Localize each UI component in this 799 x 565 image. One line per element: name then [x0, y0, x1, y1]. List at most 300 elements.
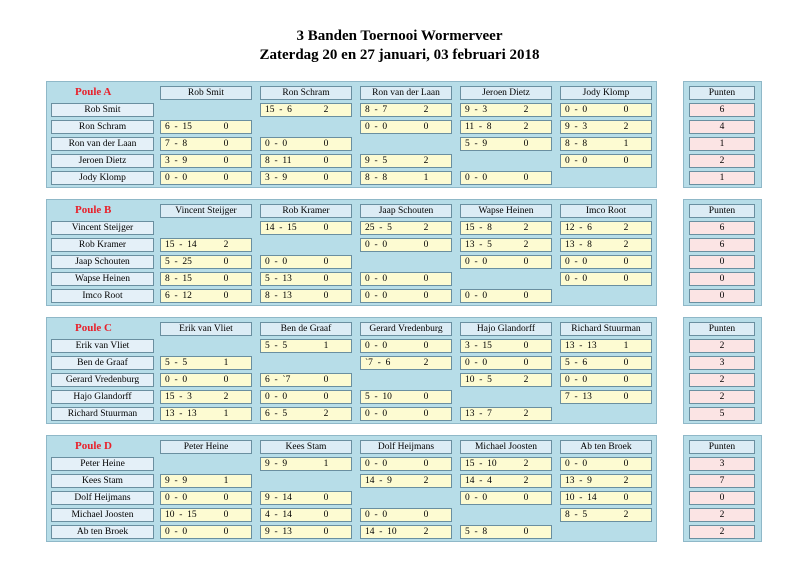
- row-player: Jeroen Dietz: [51, 154, 154, 168]
- match-score: 6 - 5: [265, 409, 288, 419]
- match-score: 0 - 0: [565, 105, 588, 115]
- result-cell: [360, 221, 452, 235]
- match-score: 0 - 0: [465, 173, 488, 183]
- match-points: 0: [223, 173, 229, 183]
- result-cell: [460, 474, 552, 488]
- result-cell: [460, 491, 552, 505]
- result-cell: [160, 508, 252, 522]
- row-player: Gerard Vredenburg: [51, 373, 154, 387]
- column-header: Gerard Vredenburg: [360, 322, 452, 336]
- result-cell: [260, 171, 352, 185]
- match-score: 0 - 0: [265, 257, 288, 267]
- match-score: 0 - 0: [565, 274, 588, 284]
- match-points: 1: [623, 139, 629, 149]
- punten-panel: [683, 317, 762, 424]
- result-cell: [160, 491, 252, 505]
- result-cell: [360, 238, 452, 252]
- punten-value: 3: [689, 356, 755, 370]
- match-score: 0 - 0: [565, 375, 588, 385]
- match-points: 0: [323, 223, 329, 233]
- match-score: 5 - 8: [465, 527, 488, 537]
- match-score: 0 - 0: [365, 510, 388, 520]
- match-points: 2: [323, 409, 329, 419]
- match-points: 2: [423, 156, 429, 166]
- match-points: 0: [423, 291, 429, 301]
- match-points: 0: [223, 257, 229, 267]
- match-score: 8 - 13: [265, 291, 292, 301]
- result-cell: [260, 255, 352, 269]
- match-points: 0: [523, 291, 529, 301]
- poule-panel: [46, 317, 657, 424]
- match-score: 0 - 0: [365, 341, 388, 351]
- result-cell: [560, 137, 652, 151]
- punten-value: 4: [689, 120, 755, 134]
- match-score: 0 - 0: [365, 122, 388, 132]
- result-cell: [560, 356, 652, 370]
- match-score: 13 - 7: [465, 409, 492, 419]
- match-points: 2: [423, 476, 429, 486]
- result-cell: [260, 289, 352, 303]
- punten-value: 0: [689, 491, 755, 505]
- match-points: 0: [323, 375, 329, 385]
- match-score: 25 - 5: [365, 223, 392, 233]
- match-points: 2: [223, 392, 229, 402]
- match-score: 8 - 11: [265, 156, 292, 166]
- match-points: 0: [323, 173, 329, 183]
- result-cell: [160, 120, 252, 134]
- match-score: 13 - 5: [465, 240, 492, 250]
- result-cell: [160, 272, 252, 286]
- match-points: 2: [523, 409, 529, 419]
- row-player: Richard Stuurman: [51, 407, 154, 421]
- match-points: 1: [623, 341, 629, 351]
- match-score: 11 - 8: [465, 122, 492, 132]
- result-cell: [460, 407, 552, 421]
- result-cell: [260, 525, 352, 539]
- match-score: 0 - 0: [365, 409, 388, 419]
- match-points: 0: [623, 274, 629, 284]
- result-cell: [560, 339, 652, 353]
- match-score: 0 - 0: [365, 459, 388, 469]
- result-cell: [560, 255, 652, 269]
- match-score: 15 - 8: [465, 223, 492, 233]
- punten-value: 0: [689, 255, 755, 269]
- result-cell: [360, 474, 452, 488]
- match-points: 0: [423, 240, 429, 250]
- result-cell: [260, 339, 352, 353]
- match-score: 8 - 8: [365, 173, 388, 183]
- match-points: 0: [223, 156, 229, 166]
- match-points: 0: [223, 527, 229, 537]
- match-score: 0 - 0: [165, 375, 188, 385]
- row-player: Jaap Schouten: [51, 255, 154, 269]
- column-header: Ron Schram: [260, 86, 352, 100]
- result-cell: [560, 457, 652, 471]
- match-score: 5 - 5: [165, 358, 188, 368]
- punten-value: 5: [689, 407, 755, 421]
- match-points: 2: [623, 122, 629, 132]
- row-player: Vincent Steijger: [51, 221, 154, 235]
- result-cell: [360, 272, 452, 286]
- match-score: 15 - 10: [465, 459, 497, 469]
- match-score: 8 - 15: [165, 274, 192, 284]
- punten-panel: [683, 199, 762, 306]
- match-points: 2: [323, 105, 329, 115]
- match-score: 14 - 15: [265, 223, 297, 233]
- result-cell: [260, 154, 352, 168]
- column-header: Ab ten Broek: [560, 440, 652, 454]
- result-cell: [260, 457, 352, 471]
- match-points: 0: [323, 139, 329, 149]
- result-cell: [460, 120, 552, 134]
- result-cell: [360, 407, 452, 421]
- punten-panel: [683, 435, 762, 542]
- column-header: Dolf Heijmans: [360, 440, 452, 454]
- result-cell: [260, 272, 352, 286]
- match-points: 0: [423, 122, 429, 132]
- match-points: 1: [223, 409, 229, 419]
- match-score: 12 - 6: [565, 223, 592, 233]
- result-cell: [260, 508, 352, 522]
- page-subtitle: Zaterdag 20 en 27 januari, 03 februari 2018: [259, 47, 540, 63]
- poule-name: Poule A: [75, 86, 112, 98]
- match-points: 0: [323, 392, 329, 402]
- match-points: 0: [323, 257, 329, 267]
- result-cell: [160, 238, 252, 252]
- result-cell: [160, 407, 252, 421]
- match-points: 0: [623, 459, 629, 469]
- match-points: 0: [223, 493, 229, 503]
- column-header: Imco Root: [560, 204, 652, 218]
- match-score: 15 - 14: [165, 240, 197, 250]
- match-points: 1: [223, 476, 229, 486]
- match-score: 9 - 3: [565, 122, 588, 132]
- match-points: 0: [523, 358, 529, 368]
- result-cell: [260, 491, 352, 505]
- match-points: 0: [323, 291, 329, 301]
- match-points: 0: [623, 105, 629, 115]
- match-points: 0: [623, 358, 629, 368]
- result-cell: [160, 255, 252, 269]
- row-player: Ron Schram: [51, 120, 154, 134]
- punten-value: 3: [689, 457, 755, 471]
- result-cell: [360, 339, 452, 353]
- result-cell: [460, 171, 552, 185]
- column-header: Ron van der Laan: [360, 86, 452, 100]
- match-score: 5 - 13: [265, 274, 292, 284]
- match-points: 0: [223, 274, 229, 284]
- column-header: Richard Stuurman: [560, 322, 652, 336]
- result-cell: [260, 221, 352, 235]
- result-cell: [360, 390, 452, 404]
- result-cell: [260, 390, 352, 404]
- result-cell: [360, 120, 452, 134]
- punten-value: 2: [689, 390, 755, 404]
- match-points: 2: [623, 240, 629, 250]
- row-player: Peter Heine: [51, 457, 154, 471]
- match-score: 13 - 13: [565, 341, 597, 351]
- match-points: 0: [423, 274, 429, 284]
- match-score: 7 - 13: [565, 392, 592, 402]
- match-points: 0: [423, 341, 429, 351]
- result-cell: [360, 525, 452, 539]
- match-score: 9 - 13: [265, 527, 292, 537]
- match-points: 0: [223, 291, 229, 301]
- match-points: 2: [223, 240, 229, 250]
- match-score: 0 - 0: [265, 139, 288, 149]
- match-points: 0: [523, 527, 529, 537]
- result-cell: [560, 238, 652, 252]
- match-points: 2: [623, 223, 629, 233]
- row-player: Erik van Vliet: [51, 339, 154, 353]
- row-player: Dolf Heijmans: [51, 491, 154, 505]
- match-points: 0: [623, 493, 629, 503]
- match-points: 0: [523, 341, 529, 351]
- column-header: Peter Heine: [160, 440, 252, 454]
- punten-header: Punten: [689, 440, 755, 454]
- row-player: Jody Klomp: [51, 171, 154, 185]
- row-player: Wapse Heinen: [51, 272, 154, 286]
- result-cell: [160, 137, 252, 151]
- punten-value: 7: [689, 474, 755, 488]
- match-score: 3 - 15: [465, 341, 492, 351]
- match-score: 8 - 8: [565, 139, 588, 149]
- punten-header: Punten: [689, 204, 755, 218]
- result-cell: [260, 103, 352, 117]
- match-points: 0: [323, 274, 329, 284]
- punten-value: 2: [689, 373, 755, 387]
- column-header: Wapse Heinen: [460, 204, 552, 218]
- row-player: Rob Kramer: [51, 238, 154, 252]
- match-points: 0: [223, 510, 229, 520]
- match-points: 2: [423, 527, 429, 537]
- match-points: 0: [223, 122, 229, 132]
- match-points: 0: [223, 375, 229, 385]
- result-cell: [460, 103, 552, 117]
- match-score: 0 - 0: [565, 257, 588, 267]
- match-score: 0 - 0: [165, 173, 188, 183]
- row-player: Imco Root: [51, 289, 154, 303]
- punten-value: 2: [689, 154, 755, 168]
- punten-value: 2: [689, 508, 755, 522]
- column-header: Kees Stam: [260, 440, 352, 454]
- match-score: 7 - 8: [165, 139, 188, 149]
- match-points: 0: [223, 139, 229, 149]
- match-score: 5 - 5: [265, 341, 288, 351]
- match-score: 14 - 10: [365, 527, 397, 537]
- match-points: 2: [523, 459, 529, 469]
- match-score: 9 - 5: [365, 156, 388, 166]
- punten-value: 6: [689, 221, 755, 235]
- match-points: 2: [523, 223, 529, 233]
- match-score: 6 - `7: [265, 375, 291, 385]
- punten-value: 2: [689, 525, 755, 539]
- result-cell: [360, 103, 452, 117]
- match-score: 3 - 9: [265, 173, 288, 183]
- result-cell: [560, 491, 652, 505]
- match-score: 0 - 0: [465, 257, 488, 267]
- column-header: Jeroen Dietz: [460, 86, 552, 100]
- result-cell: [460, 457, 552, 471]
- result-cell: [560, 508, 652, 522]
- row-player: Rob Smit: [51, 103, 154, 117]
- match-score: 3 - 9: [165, 156, 188, 166]
- match-score: 5 - 6: [565, 358, 588, 368]
- match-points: 2: [523, 105, 529, 115]
- poule-panel: [46, 435, 657, 542]
- poule-panel: [46, 81, 657, 188]
- match-score: 6 - 15: [165, 122, 192, 132]
- punten-panel: [683, 81, 762, 188]
- row-player: Ron van der Laan: [51, 137, 154, 151]
- match-score: 14 - 9: [365, 476, 392, 486]
- match-points: 2: [523, 240, 529, 250]
- result-cell: [160, 390, 252, 404]
- punten-value: 2: [689, 339, 755, 353]
- match-points: 2: [523, 375, 529, 385]
- punten-header: Punten: [689, 322, 755, 336]
- punten-header: Punten: [689, 86, 755, 100]
- match-points: 0: [323, 527, 329, 537]
- match-score: 13 - 8: [565, 240, 592, 250]
- punten-value: 0: [689, 272, 755, 286]
- match-points: 0: [423, 392, 429, 402]
- result-cell: [360, 289, 452, 303]
- match-score: 14 - 4: [465, 476, 492, 486]
- match-points: 1: [423, 173, 429, 183]
- result-cell: [360, 508, 452, 522]
- match-score: 0 - 0: [465, 291, 488, 301]
- result-cell: [160, 289, 252, 303]
- result-cell: [460, 221, 552, 235]
- match-points: 0: [623, 257, 629, 267]
- result-cell: [360, 356, 452, 370]
- result-cell: [360, 154, 452, 168]
- match-points: 0: [523, 493, 529, 503]
- result-cell: [560, 474, 652, 488]
- match-score: 0 - 0: [265, 392, 288, 402]
- column-header: Vincent Steijger: [160, 204, 252, 218]
- row-player: Hajo Glandorff: [51, 390, 154, 404]
- match-points: 1: [223, 358, 229, 368]
- result-cell: [160, 171, 252, 185]
- punten-value: 1: [689, 171, 755, 185]
- result-cell: [460, 289, 552, 303]
- result-cell: [160, 154, 252, 168]
- match-score: 0 - 0: [365, 291, 388, 301]
- poule-panel: [46, 199, 657, 306]
- poule-name: Poule B: [75, 204, 112, 216]
- match-points: 0: [423, 409, 429, 419]
- result-cell: [560, 154, 652, 168]
- match-score: 5 - 25: [165, 257, 192, 267]
- result-cell: [460, 255, 552, 269]
- result-cell: [460, 356, 552, 370]
- row-player: Michael Joosten: [51, 508, 154, 522]
- result-cell: [260, 373, 352, 387]
- match-score: 8 - 7: [365, 105, 388, 115]
- match-score: 9 - 9: [265, 459, 288, 469]
- result-cell: [160, 525, 252, 539]
- row-player: Ben de Graaf: [51, 356, 154, 370]
- match-points: 0: [323, 156, 329, 166]
- match-score: 4 - 14: [265, 510, 292, 520]
- match-points: 0: [423, 459, 429, 469]
- match-points: 0: [623, 375, 629, 385]
- column-header: Hajo Glandorff: [460, 322, 552, 336]
- match-score: 10 - 14: [565, 493, 597, 503]
- match-points: 0: [523, 173, 529, 183]
- match-points: 0: [523, 139, 529, 149]
- result-cell: [560, 272, 652, 286]
- row-player: Ab ten Broek: [51, 525, 154, 539]
- match-score: 0 - 0: [465, 493, 488, 503]
- column-header: Rob Kramer: [260, 204, 352, 218]
- match-points: 0: [523, 257, 529, 267]
- result-cell: [560, 221, 652, 235]
- result-cell: [560, 373, 652, 387]
- page-title: 3 Banden Toernooi Wormerveer: [296, 28, 503, 44]
- match-score: 13 - 9: [565, 476, 592, 486]
- result-cell: [560, 120, 652, 134]
- match-points: 0: [323, 493, 329, 503]
- match-points: 0: [623, 156, 629, 166]
- result-cell: [560, 390, 652, 404]
- match-score: 5 - 10: [365, 392, 392, 402]
- result-cell: [160, 474, 252, 488]
- result-cell: [160, 373, 252, 387]
- match-points: 0: [423, 510, 429, 520]
- match-score: 6 - 12: [165, 291, 192, 301]
- result-cell: [560, 103, 652, 117]
- match-points: 2: [623, 510, 629, 520]
- result-cell: [460, 238, 552, 252]
- punten-value: 6: [689, 238, 755, 252]
- match-score: 9 - 9: [165, 476, 188, 486]
- poule-name: Poule D: [75, 440, 112, 452]
- match-score: 0 - 0: [165, 493, 188, 503]
- result-cell: [460, 339, 552, 353]
- match-points: 2: [623, 476, 629, 486]
- column-header: Jaap Schouten: [360, 204, 452, 218]
- punten-value: 0: [689, 289, 755, 303]
- match-score: 0 - 0: [365, 274, 388, 284]
- row-player: Kees Stam: [51, 474, 154, 488]
- match-score: 0 - 0: [465, 358, 488, 368]
- punten-value: 6: [689, 103, 755, 117]
- match-score: 9 - 14: [265, 493, 292, 503]
- match-score: 0 - 0: [565, 156, 588, 166]
- column-header: Jody Klomp: [560, 86, 652, 100]
- match-score: 8 - 5: [565, 510, 588, 520]
- column-header: Rob Smit: [160, 86, 252, 100]
- match-score: 15 - 3: [165, 392, 192, 402]
- match-points: 2: [423, 105, 429, 115]
- column-header: Erik van Vliet: [160, 322, 252, 336]
- match-points: 2: [523, 122, 529, 132]
- match-score: 9 - 3: [465, 105, 488, 115]
- column-header: Michael Joosten: [460, 440, 552, 454]
- column-header: Ben de Graaf: [260, 322, 352, 336]
- match-score: 0 - 0: [365, 240, 388, 250]
- match-score: 10 - 5: [465, 375, 492, 385]
- result-cell: [160, 356, 252, 370]
- match-score: `7 - 6: [365, 358, 391, 368]
- match-score: 5 - 9: [465, 139, 488, 149]
- match-score: 0 - 0: [565, 459, 588, 469]
- result-cell: [360, 171, 452, 185]
- match-points: 1: [323, 341, 329, 351]
